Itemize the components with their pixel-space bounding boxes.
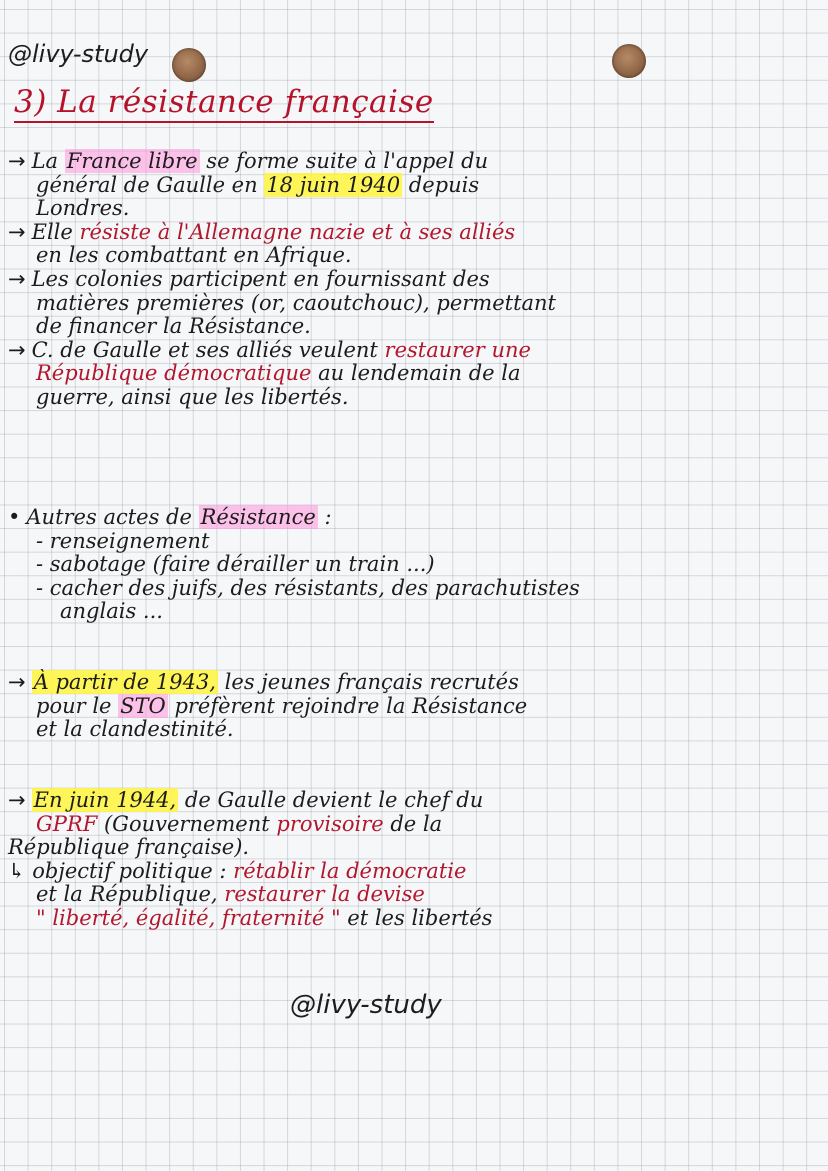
author-handle: @livy-study bbox=[8, 40, 149, 68]
arrow-icon: → bbox=[8, 337, 26, 362]
list-item: - sabotage (faire dérailler un train ...) bbox=[36, 552, 435, 577]
page-title: 3) La résistance française bbox=[14, 84, 434, 123]
highlight-resistance: Résistance bbox=[200, 505, 316, 529]
gprf-label: GPRF bbox=[36, 811, 98, 836]
arrow-icon: → bbox=[8, 149, 26, 173]
section-1944: → En juin 1944, de Gaulle devient le chef du GPRF (Gouvernement provisoire de la République française). ↳ objectif politique : rétablir la démocratie et la République, restaurer la devise " liberté, égalité, fraternité " et les libertés bbox=[8, 788, 493, 930]
arrow-icon: → bbox=[8, 788, 26, 812]
list-item: - cacher des juifs, des résistants, des parachutistes bbox=[36, 575, 580, 600]
section-1943: → À partir de 1943, les jeunes français recrutés pour le STO préfèrent rejoindre la Résistance et la clandestinité. bbox=[8, 670, 528, 742]
highlight-sto: STO bbox=[120, 693, 166, 718]
punch-hole-left bbox=[172, 48, 206, 82]
highlight-date-1940: 18 juin 1940 bbox=[266, 172, 401, 197]
arrow-icon: → bbox=[8, 266, 26, 291]
highlight-date-1944: En juin 1944, bbox=[33, 788, 177, 812]
section-autres-actes bbox=[8, 506, 820, 624]
paragraph-2: → Elle résiste à l'Allemagne nazie et à ses alliés bbox=[8, 219, 516, 244]
bullet-icon: • bbox=[8, 505, 21, 529]
highlight-france-libre: France libre bbox=[66, 149, 198, 173]
arrow-icon: → bbox=[8, 670, 26, 694]
section-france-libre: → La France libre se forme suite à l'appel du général de Gaulle en 18 juin 1940 depuis Londres. → Elle résiste à l'Allemagne nazie et à ses alliés en les combattant en Afrique. → Les colonies participent en fournissant des matières premières (or, caoutchouc), permettant de financer la Résistance. → C. de Gaulle et ses alliés veulent restaurer une République démocratique au lendemain de la guerre, ainsi que les libertés. bbox=[8, 150, 820, 410]
paragraph-4: → C. de Gaulle et ses alliés veulent restaurer une bbox=[8, 337, 531, 362]
punch-hole-right bbox=[612, 44, 646, 78]
arrow-icon: → bbox=[8, 219, 26, 244]
list-item: - renseignement bbox=[36, 528, 210, 553]
paragraph-3: → Les colonies participent en fournissant des bbox=[8, 266, 490, 291]
paragraph-1: → La France libre se forme suite à l'appel du bbox=[8, 149, 489, 173]
author-handle-bottom: @livy-study bbox=[290, 990, 442, 1020]
section-heading: • Autres actes de Résistance : bbox=[8, 505, 332, 529]
list-item: anglais ... bbox=[60, 599, 163, 624]
highlight-date-1943: À partir de 1943, bbox=[33, 670, 216, 694]
